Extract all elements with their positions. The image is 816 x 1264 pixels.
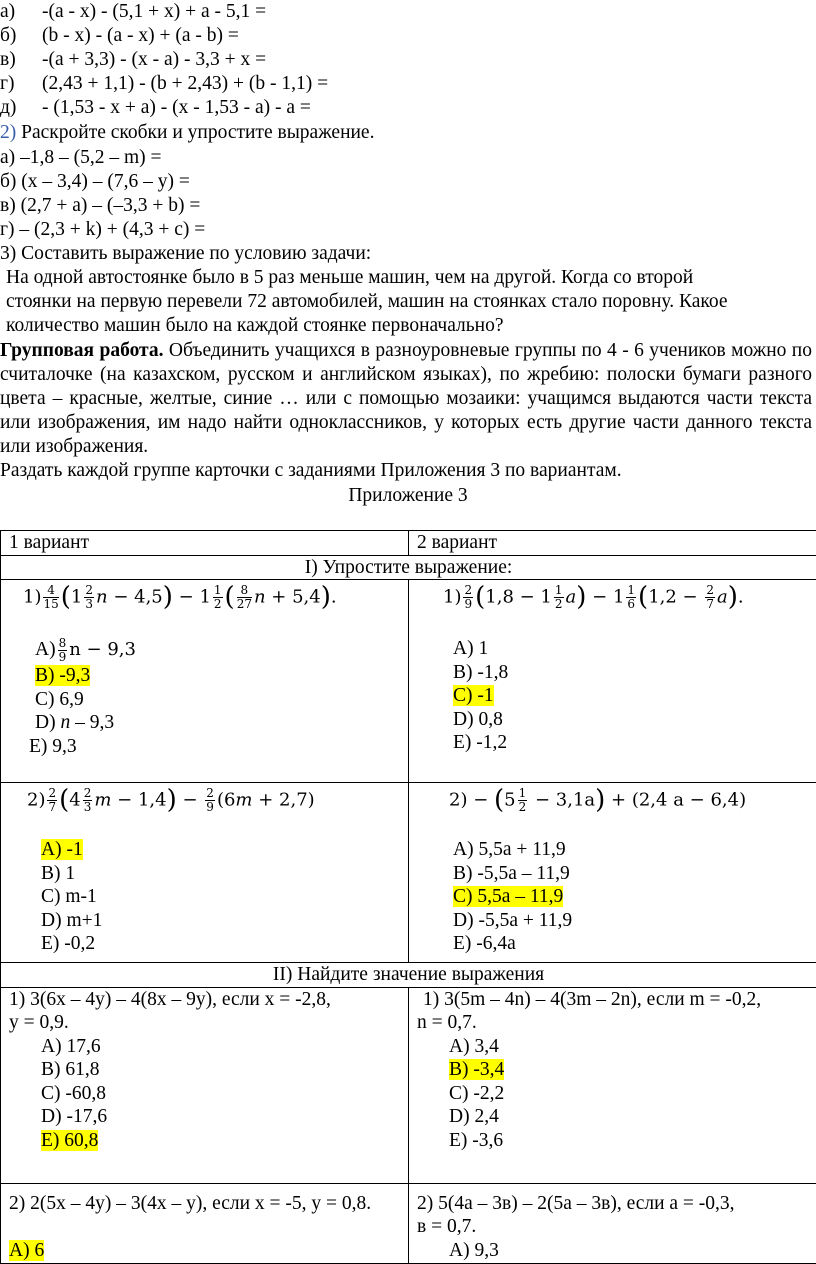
variant1-eval-task2-cell	[1, 1183, 409, 1263]
group-work-lead: Групповая работа.	[0, 340, 164, 361]
variants-table	[0, 530, 816, 1264]
item-expression: (2,43 + 1,1) - (b + 2,43) + (b - 1,1) =	[36, 73, 328, 94]
answer-option-b[interactable]: B) -5,5a – 11,9	[453, 862, 808, 886]
variant1-task2-cell	[1, 783, 409, 963]
answer-option-d[interactable]	[35, 711, 400, 735]
answer-option-c[interactable]: C) 6,9	[35, 688, 400, 712]
variant1-eval-task1-line1: 1) 3(6x – 4y) – 4(8x – 9y), если x = -2,8,	[9, 988, 400, 1012]
variant2-eval-task1-answers	[417, 1035, 808, 1153]
item-expression: -(a + 3,3) - (x - a) - 3,3 + x =	[36, 49, 266, 70]
item-label: д)	[0, 96, 36, 120]
answer-option-c[interactable]: C) -2,2	[449, 1082, 808, 1106]
correct-answer-highlight: B) -3,4	[449, 1059, 504, 1080]
list1-item-b	[0, 24, 239, 48]
answer-option-a[interactable]: A) 3,4	[449, 1035, 808, 1059]
fraction: $\frac{2}{7}$	[47, 787, 57, 814]
answer-option-d[interactable]: D) m+1	[41, 909, 400, 933]
task3-line: На одной автостоянке было в 5 раз меньше машин, чем на другой. Когда со второй	[6, 266, 693, 290]
variant2-task1-answers	[417, 637, 808, 755]
task2-title: Раскройте скобки и упростите выражение.	[16, 122, 374, 143]
answer-option-e[interactable]	[41, 1129, 400, 1153]
column-header-variant2: 2 вариант	[409, 531, 816, 556]
item-expression: (b - x) - (a - x) + (a - b) =	[36, 25, 239, 46]
correct-answer-highlight: A) -1	[41, 839, 83, 860]
fraction: $\frac{1}{2}$	[213, 584, 223, 611]
answer-option-a[interactable]: A) 5,5a + 11,9	[453, 838, 808, 862]
answer-option-b[interactable]: B) 61,8	[41, 1058, 400, 1082]
variant2-task1-expression: 1) $\frac{2}{9}$ (1,8 − 1 $\frac{1}{2}$ a) − 1 $\frac{1}{6}$ (1,2 − $\frac{2}{7}$ a).	[417, 584, 808, 611]
group-work-paragraph	[0, 339, 812, 459]
item-label: г)	[0, 72, 36, 96]
answer-option-a[interactable]: A) 9,3	[417, 1239, 808, 1263]
answer-option-e[interactable]: E) -1,2	[453, 731, 808, 755]
answer-option-a[interactable]: A) 17,6	[41, 1035, 400, 1059]
correct-answer-highlight: C) 5,5a – 11,9	[453, 886, 563, 907]
answer-option-e[interactable]: E) 9,3	[29, 735, 400, 759]
section-header-evaluate: II) Найдите значение выражения	[1, 963, 816, 988]
task3-line: количество машин было на каждой стоянке первоначально?	[6, 314, 504, 338]
answer-option-d[interactable]: D) -17,6	[41, 1105, 400, 1129]
answer-option-b[interactable]: B) 1	[41, 862, 400, 886]
answer-option-d[interactable]: D) -5,5a + 11,9	[453, 909, 808, 933]
task2-item-a: а) –1,8 – (5,2 – m) =	[0, 146, 162, 170]
list1-item-g	[0, 72, 328, 96]
task2-item-g: г) – (2,3 + k) + (4,3 + c) =	[0, 218, 205, 242]
item-label: а)	[0, 0, 36, 24]
fraction: $\frac{2}{7}$	[705, 584, 715, 611]
variant2-eval-task2-cell	[409, 1183, 816, 1263]
answer-d-variable: n	[60, 712, 70, 733]
answer-option-c[interactable]: C) -60,8	[41, 1082, 400, 1106]
answer-option-e[interactable]: E) -3,6	[449, 1129, 808, 1153]
variant1-eval-task1-answers	[9, 1035, 400, 1153]
variant2-eval-task1-cell	[409, 987, 816, 1183]
task3-line: стоянки на первую перевели 72 автомобилей, машин на стоянках стало поровну. Какое	[6, 290, 727, 314]
column-header-variant1: 1 вариант	[1, 531, 409, 556]
variant1-task2-expression: 2) $\frac{2}{7}$ (4 $\frac{2}{3}$ m − 1,4) − $\frac{2}{9}$ (6m + 2,7)	[9, 787, 400, 814]
group-work-text: Объединить учащихся в разноуровневые группы по 4 - 6 учеников можно по считалочке (на казахском, русском и английском языках), по жребию: полоски бумаги разного цвета – красные, желтые, синие … или с помощью мозаики: учащимся выдаются части текста или изображения, им надо найти одноклассников, у которых есть другие части данного текста или изображения.	[0, 340, 812, 457]
task2-heading	[0, 121, 374, 145]
item-label: б)	[0, 24, 36, 48]
correct-answer-highlight: B) -9,3	[35, 665, 90, 686]
correct-answer-highlight: A) 6	[9, 1240, 44, 1261]
variant1-eval-task2-line1: 2) 2(5x – 4y) – 3(4x – y), если x = -5, y = 0,8.	[9, 1192, 400, 1216]
fraction: $\frac{1}{2}$	[518, 787, 528, 814]
variant2-task1-cell	[409, 580, 816, 783]
variant1-task1-expression: 1) $\frac{4}{15}$ (1 $\frac{2}{3}$ n − 4,5) − 1 $\frac{1}{2}$ ( $\frac{8}{27}$ n + 5,4).	[9, 584, 400, 611]
list1-item-a	[0, 0, 266, 24]
task2-number: 2)	[0, 122, 16, 143]
task2-item-v: в) (2,7 + a) – (–3,3 + b) =	[0, 194, 200, 218]
answer-option-a[interactable]: A) $\frac{8}{9}$ n − 9,3	[35, 637, 400, 664]
task2-item-b: б) (x – 3,4) – (7,6 – y) =	[0, 170, 190, 194]
fraction: $\frac{2}{3}$	[83, 787, 93, 814]
answer-option-a[interactable]: A) 1	[453, 637, 808, 661]
fraction: $\frac{8}{27}$	[237, 584, 252, 611]
variant2-task2-cell	[409, 783, 816, 963]
variant2-task2-expression: 2) − (5 $\frac{1}{2}$ − 3,1a) + (2,4 a − 6,4)	[417, 787, 808, 814]
variant1-eval-task1-line2: y = 0,9.	[9, 1011, 400, 1035]
answer-option-d[interactable]: D) 2,4	[449, 1105, 808, 1129]
fraction: $\frac{2}{3}$	[84, 584, 94, 611]
answer-a-text: n − 9,3	[69, 639, 136, 660]
answer-option-c[interactable]: C) m-1	[41, 885, 400, 909]
answer-option-b[interactable]: B) -1,8	[453, 661, 808, 685]
variant2-eval-task1-line1: 1) 3(5m – 4n) – 4(3m – 2n), если m = -0,2,	[417, 988, 808, 1012]
variant2-eval-task1-line2: n = 0,7.	[417, 1011, 808, 1035]
item-expression: -(a - x) - (5,1 + x) + a - 5,1 =	[36, 1, 266, 22]
task3-heading: 3) Составить выражение по условию задачи:	[0, 242, 371, 266]
variant2-task2-answers	[417, 838, 808, 956]
fraction: $\frac{4}{15}$	[43, 584, 58, 611]
item-label: в)	[0, 48, 36, 72]
correct-answer-highlight: E) 60,8	[41, 1130, 98, 1151]
variant2-eval-task2-line1: 2) 5(4a – 3в) – 2(5a – 3в), если a = -0,3,	[417, 1192, 808, 1216]
list1-item-v	[0, 48, 266, 72]
fraction: $\frac{2}{9}$	[463, 584, 473, 611]
fraction: $\frac{2}{9}$	[205, 787, 215, 814]
answer-option-c[interactable]	[453, 885, 808, 909]
answer-d-prefix: D)	[35, 712, 60, 733]
appendix-title: Приложение 3	[0, 484, 816, 508]
variant1-task1-answers	[9, 637, 400, 758]
variant1-eval-task1-cell	[1, 987, 409, 1183]
fraction: $\frac{1}{2}$	[554, 584, 564, 611]
answer-option-b[interactable]	[449, 1058, 808, 1082]
answer-option-b[interactable]	[35, 664, 400, 688]
answer-d-suffix: – 9,3	[70, 712, 114, 733]
fraction: $\frac{1}{6}$	[626, 584, 636, 611]
fraction: $\frac{8}{9}$	[58, 637, 68, 664]
answer-option-e[interactable]: E) -0,2	[41, 932, 400, 956]
group-work-instruction: Раздать каждой группе карточки с заданиями Приложения 3 по вариантам.	[0, 459, 622, 483]
answer-option-c[interactable]	[453, 684, 808, 708]
answer-option-d[interactable]: D) 0,8	[453, 708, 808, 732]
list1-item-d	[0, 96, 311, 120]
variant1-task2-answers	[9, 838, 400, 956]
item-expression: - (1,53 - x + a) - (x - 1,53 - a) - a =	[36, 97, 311, 118]
answer-option-e[interactable]: E) -6,4a	[453, 932, 808, 956]
section-header-simplify: I) Упростите выражение:	[1, 555, 816, 580]
variant1-task1-cell	[1, 580, 409, 783]
answer-option-a[interactable]	[41, 838, 400, 862]
variant2-eval-task2-line2: в = 0,7.	[417, 1215, 808, 1239]
correct-answer-highlight: C) -1	[453, 685, 494, 706]
